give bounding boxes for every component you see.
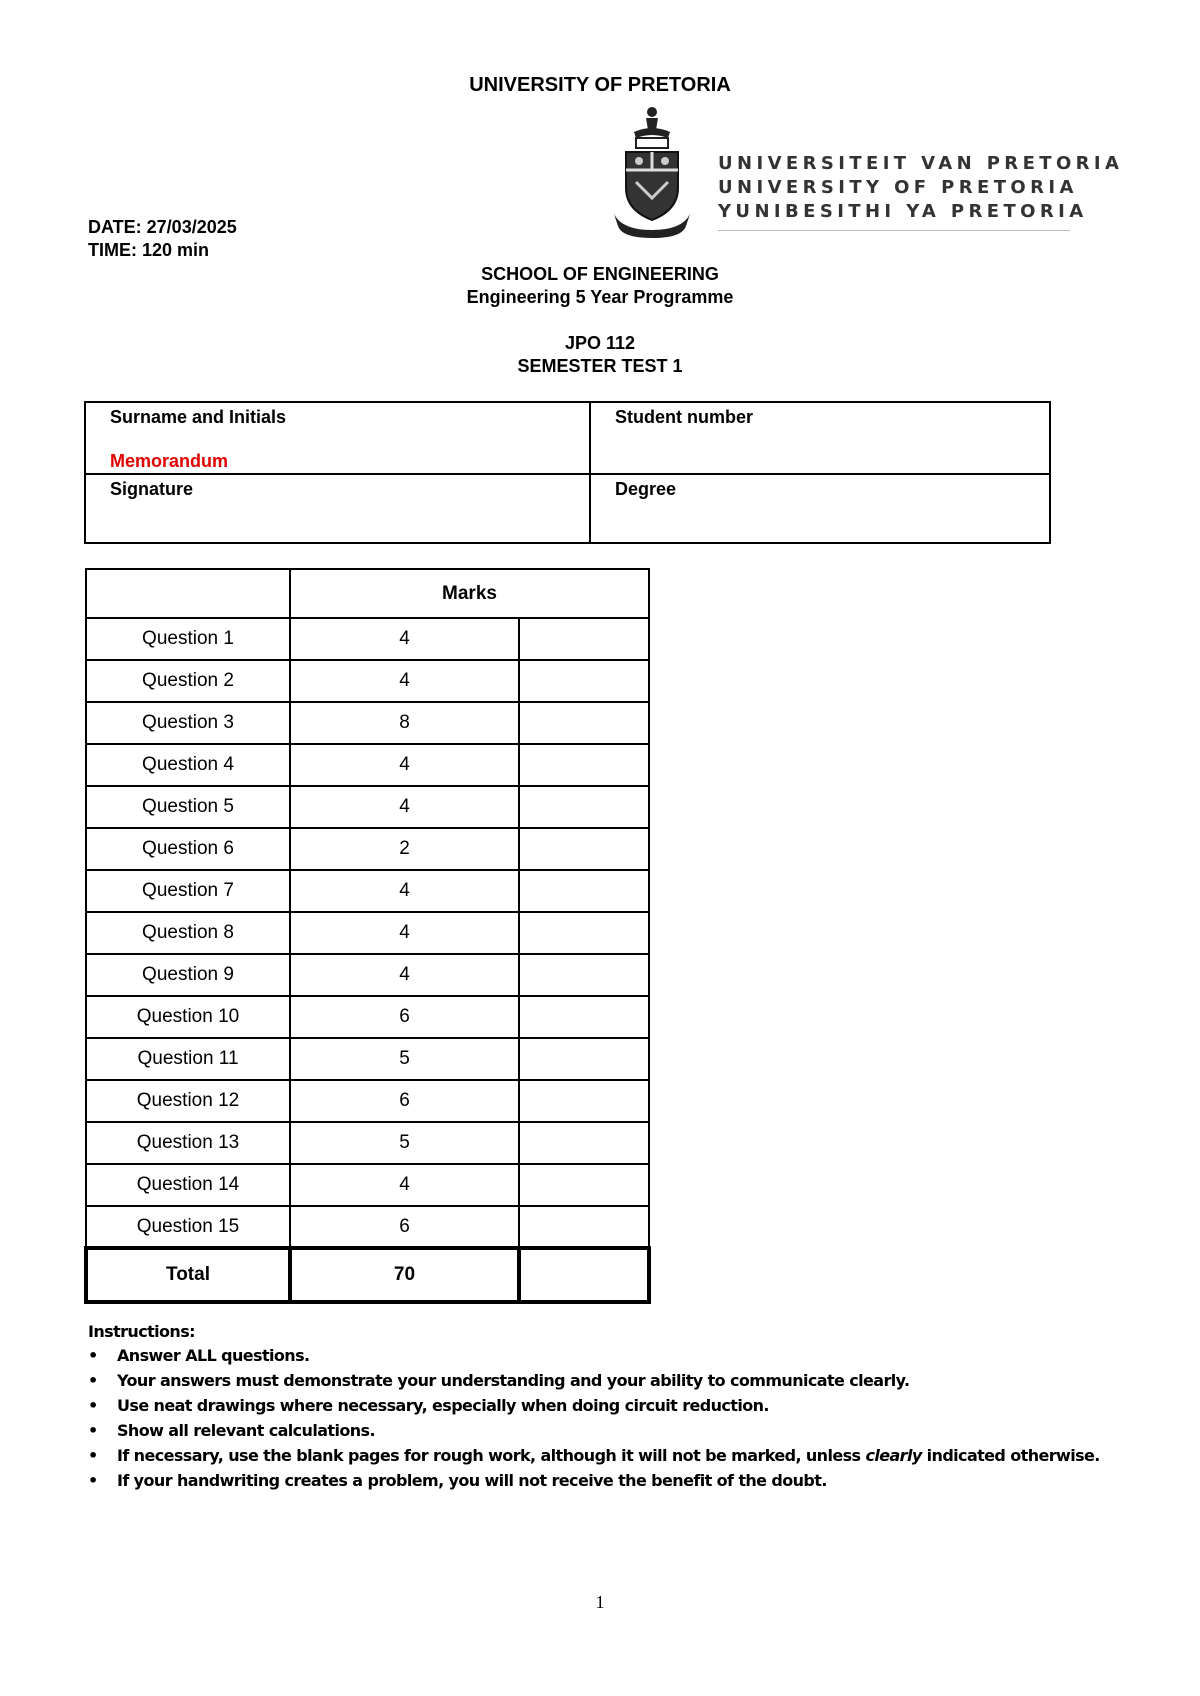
table-row — [86, 828, 649, 870]
table-row — [86, 1206, 649, 1248]
instruction-item: • Answer ALL questions. — [88, 1343, 1100, 1368]
logo-underline — [718, 230, 1070, 231]
question-marks: 4 — [290, 954, 519, 996]
signature-cell[interactable] — [86, 475, 589, 542]
table-row — [86, 996, 649, 1038]
emphasis-clearly: clearly — [865, 1446, 922, 1465]
instruction-item: • Your answers must demonstrate your understanding and your ability to communicate clearly. — [88, 1368, 1100, 1393]
degree-label: Degree — [615, 479, 677, 499]
student-number-label: Student number — [615, 407, 753, 427]
question-marks: 8 — [290, 702, 519, 744]
question-label: Question 15 — [86, 1206, 290, 1248]
instruction-item: • Use neat drawings where necessary, especially when doing circuit reduction. — [88, 1393, 1100, 1418]
degree-cell[interactable] — [591, 475, 1049, 542]
table-row — [86, 912, 649, 954]
score-cell[interactable] — [519, 1122, 649, 1164]
question-label: Question 2 — [86, 660, 290, 702]
question-marks: 5 — [290, 1038, 519, 1080]
question-marks: 2 — [290, 828, 519, 870]
question-label: Question 5 — [86, 786, 290, 828]
question-label: Question 9 — [86, 954, 290, 996]
question-label: Question 11 — [86, 1038, 290, 1080]
instruction-item-rough-work: • If necessary, use the blank pages for rough work, although it will not be marked, unless clearly indicated otherwise. — [88, 1443, 1100, 1468]
university-title: UNIVERSITY OF PRETORIA — [469, 74, 731, 96]
instruction-item: • If your handwriting creates a problem, you will not receive the benefit of the doubt. — [88, 1468, 1100, 1493]
table-row — [86, 1122, 649, 1164]
logo-line-afrikaans: UNIVERSITEIT VAN PRETORIA — [718, 153, 1124, 174]
score-cell[interactable] — [519, 996, 649, 1038]
table-row — [86, 702, 649, 744]
total-label: Total — [86, 1248, 290, 1302]
total-row — [86, 1248, 649, 1302]
table-row — [86, 954, 649, 996]
table-row — [86, 1080, 649, 1122]
course-code: JPO 112 — [564, 333, 636, 353]
score-cell[interactable] — [519, 660, 649, 702]
score-cell[interactable] — [519, 786, 649, 828]
question-label: Question 8 — [86, 912, 290, 954]
instructions-title: Instructions: — [88, 1322, 195, 1341]
score-cell[interactable] — [519, 1038, 649, 1080]
school-name: SCHOOL OF ENGINEERING — [481, 264, 719, 284]
score-cell[interactable] — [519, 1206, 649, 1248]
exam-time: TIME: 120 min — [88, 240, 210, 260]
score-cell[interactable] — [519, 744, 649, 786]
question-marks: 4 — [290, 660, 519, 702]
table-row — [86, 1164, 649, 1206]
table-row — [86, 660, 649, 702]
student-info-table — [84, 401, 1051, 544]
question-label: Question 4 — [86, 744, 290, 786]
score-cell[interactable] — [519, 1164, 649, 1206]
question-marks: 6 — [290, 1206, 519, 1248]
surname-value: Memorandum — [110, 451, 229, 471]
question-marks: 4 — [290, 744, 519, 786]
student-number-cell[interactable] — [591, 403, 1049, 473]
instructions — [88, 1322, 1100, 1493]
logo-line-sepedi: YUNIBESITHI YA PRETORIA — [718, 201, 1088, 222]
exam-date: DATE: 27/03/2025 — [88, 217, 237, 237]
surname-cell[interactable] — [86, 403, 589, 473]
total-value: 70 — [290, 1248, 519, 1302]
instructions-list — [88, 1343, 1100, 1493]
question-marks: 4 — [290, 786, 519, 828]
page-number: 1 — [595, 1592, 605, 1612]
marks-table — [84, 568, 651, 1304]
question-label: Question 10 — [86, 996, 290, 1038]
crest-icon — [612, 106, 692, 238]
question-label: Question 12 — [86, 1080, 290, 1122]
signature-label: Signature — [110, 479, 194, 499]
question-label: Question 6 — [86, 828, 290, 870]
question-marks: 5 — [290, 1122, 519, 1164]
question-label: Question 13 — [86, 1122, 290, 1164]
score-cell[interactable] — [519, 954, 649, 996]
header-blank-cell — [86, 569, 290, 618]
table-row — [86, 744, 649, 786]
marks-header-row — [86, 569, 649, 618]
score-cell[interactable] — [519, 618, 649, 660]
question-marks: 4 — [290, 870, 519, 912]
logo-text — [718, 152, 1123, 224]
score-cell[interactable] — [519, 870, 649, 912]
table-row — [86, 786, 649, 828]
score-cell[interactable] — [519, 828, 649, 870]
surname-label: Surname and Initials — [110, 407, 287, 427]
question-label: Question 14 — [86, 1164, 290, 1206]
score-cell[interactable] — [519, 912, 649, 954]
table-row — [86, 618, 649, 660]
question-marks: 6 — [290, 996, 519, 1038]
score-cell[interactable] — [519, 702, 649, 744]
marks-header: Marks — [290, 569, 649, 618]
question-label: Question 3 — [86, 702, 290, 744]
logo-line-english: UNIVERSITY OF PRETORIA — [718, 177, 1078, 198]
programme-name: Engineering 5 Year Programme — [466, 287, 734, 307]
score-cell[interactable] — [519, 1080, 649, 1122]
university-logo — [612, 106, 1124, 238]
question-marks: 6 — [290, 1080, 519, 1122]
question-marks: 4 — [290, 618, 519, 660]
instruction-item: • Show all relevant calculations. — [88, 1418, 1100, 1443]
question-label: Question 1 — [86, 618, 290, 660]
total-score-cell[interactable] — [519, 1248, 649, 1302]
question-label: Question 7 — [86, 870, 290, 912]
question-marks: 4 — [290, 912, 519, 954]
question-marks: 4 — [290, 1164, 519, 1206]
table-row — [86, 870, 649, 912]
table-row — [86, 1038, 649, 1080]
test-name: SEMESTER TEST 1 — [517, 356, 683, 376]
